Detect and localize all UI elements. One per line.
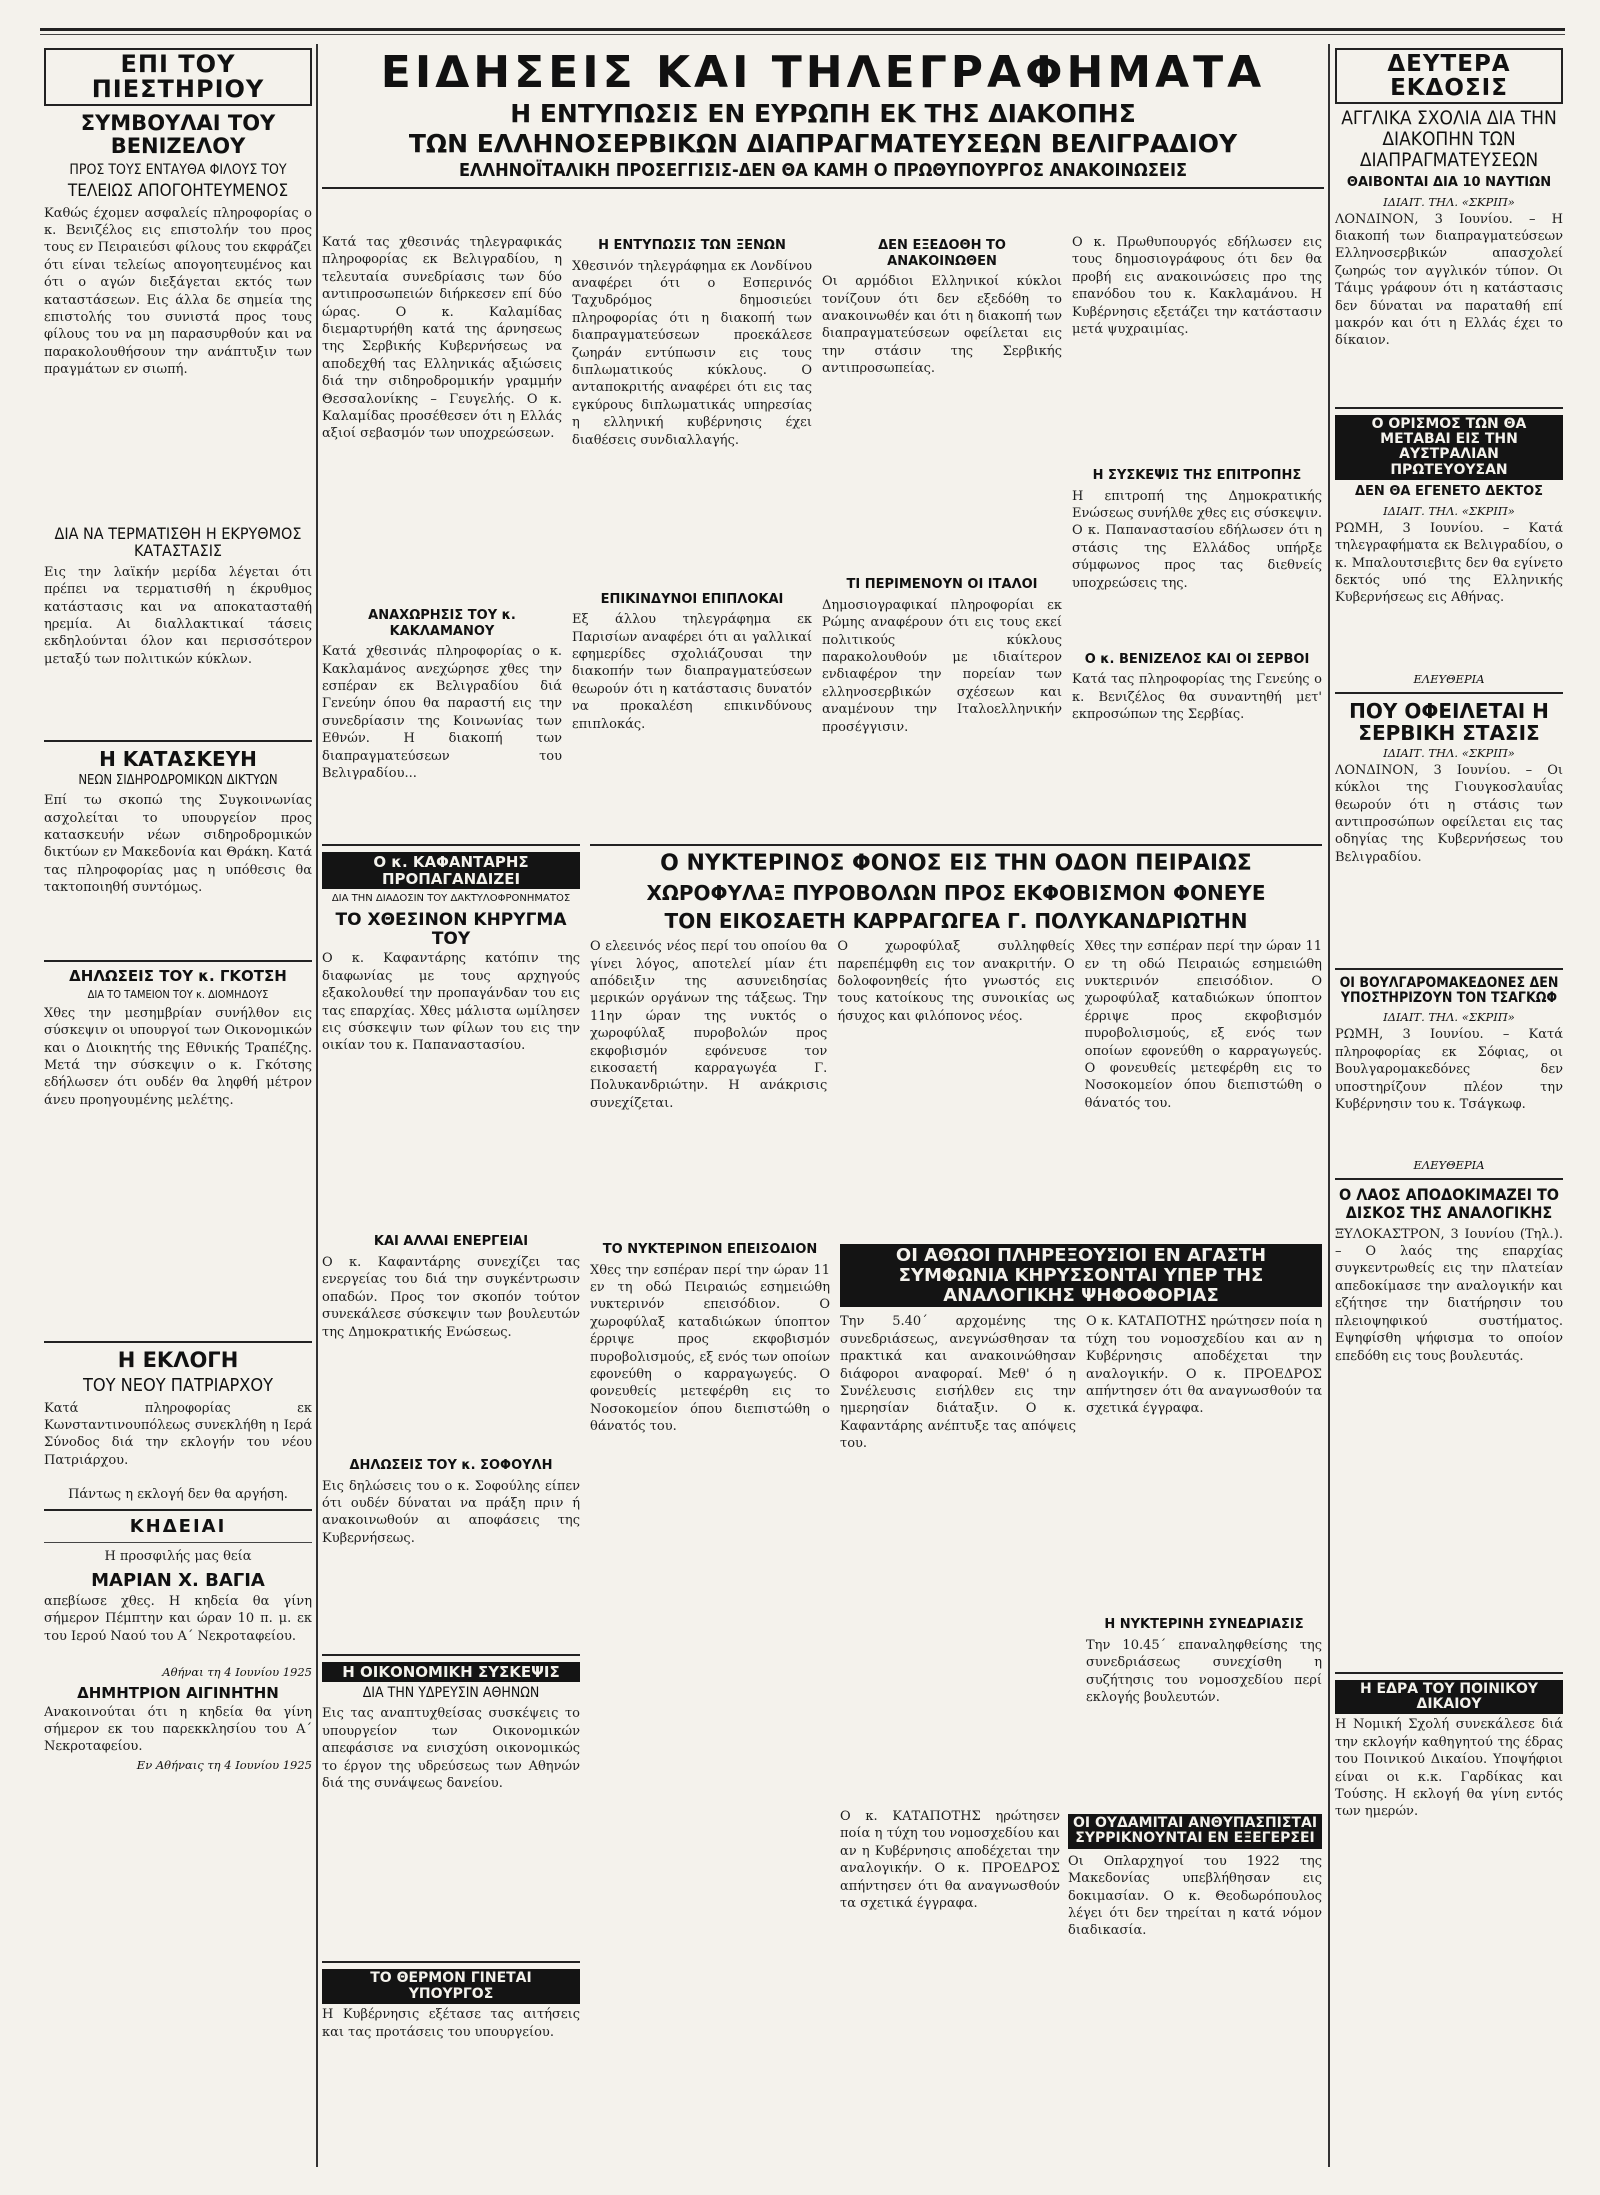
article-body: ΡΩΜΗ, 3 Ιουνίου. – Κατά πληροφορίας εκ Σόφιας, οι Βουλγαρομακεδόνες δεν υποστηρίζουν πλέον την Κυβέρνησιν του κ. Τσάγκωφ. [1335,1027,1563,1113]
parliament-continued [840,1808,1060,2165]
subheadline: Η ΝΥΚΤΕΡΙΝΗ ΣΥΝΕΔΡΙΑΣΙΣ [1104,1617,1304,1633]
subheadline: ΑΝΑΧΩΡΗΣΙΣ ΤΟΥ κ. ΚΑΚΛΑΜΑΝΟΥ [368,608,516,639]
lead-column-1 [322,234,562,828]
headline: Η ΚΑΤΑΣΚΕΥΗ [99,746,257,771]
article-body: ΞΥΛΟΚΑΣΤΡΟΝ, 3 Ιουνίου (Τηλ.). – Ο λαός της επαρχίας συγκεντρωθείς εις την πλατείαν απεδοκίμασε την αναλογικήν και εζήτησε την διατήρησιν του πλειοψηφικού συστήματος. Εψηφίσθη ψήφισμα το οποίον επεδόθη εις τους βουλευτάς. [1335,1226,1563,1364]
subheadline: ΚΑΙ ΑΛΛΑΙ ΕΝΕΡΓΕΙΑΙ [373,1234,529,1250]
main-column [322,48,1324,2165]
headline: ΑΓΓΛΙΚΑ ΣΧΟΛΙΑ ΔΙΑ ΤΗΝ ΔΙΑΚΟΠΗΝ ΤΩΝ ΔΙΑΠΡΑΓΜΑΤΕΥΣΕΩΝ [1341,107,1557,172]
article-body: Εις την λαϊκήν μερίδα λέγεται ότι πρέπει να τερματισθή η έκρυθμος κατάστασις και να αποκατασταθή ηρεμία. Αι διαλλακτικαί τάσεις εκδηλούνται όλον και περισσότερον μεταξύ των πολιτικών κύκλων. [44,564,312,667]
subheadline: ΔΙΑ ΤΟ ΤΑΜΕΙΟΝ ΤΟΥ κ. ΔΙΟΜΗΔΟΥΣ [87,987,269,1001]
top-rule [40,28,1565,31]
obituary-intro: Η προσφιλής μας θεία [104,1548,252,1564]
lead-headline: ΤΩΝ ΕΛΛΗΝΟΣΕΡΒΙΚΩΝ ΔΙΑΠΡΑΓΜΑΤΕΥΣΕΩΝ ΒΕΛΙΓΡΑΔΙΟΥ [408,128,1238,158]
parliament-story [840,1238,1322,1798]
section-rule [44,1341,312,1343]
article-body: Οι αρμόδιοι Ελληνικοί κύκλοι τονίζουν ότι δεν εξεδόθη το ανακοινωθέν και ότι η διακοπή των διαπραγματεύσεων οφείλεται εις την στάσιν της Σερβικής αντιπροσωπείας. [822,274,1062,377]
lead-column-2 [572,234,812,828]
article-body: ΡΩΜΗ, 3 Ιουνίου. – Κατά τηλεγραφήματα εκ Βελιγραδίου, ο κ. Μπαλουτσιεβιτς δεν θα εγίνετο δεκτός υπό της Ελληνικής Κυβερνήσεως εις Αθήνας. [1335,520,1563,606]
subheadline: ΔΕΝ ΘΑ ΕΓΕΝΕΤΟ ΔΕΚΤΟΣ [1354,484,1544,500]
article-body: Επί τω σκοπώ της Συγκοινωνίας ασχολείται το υπουργείον προς κατασκευήν νέων σιδηροδρομικών δικτύων εν Μακεδονία και Θράκη. Κατά τας πληροφορίας μας η υπόθεσις θα τακτοποιηθή συντόμως. [44,793,312,896]
subheadline: ΝΕΩΝ ΣΙΔΗΡΟΔΡΟΜΙΚΩΝ ΔΙΚΤΥΩΝ [78,772,278,788]
headline: Η ΕΚΛΟΓΗ [117,1347,239,1372]
headline: ΟΙ ΒΟΥΛΓΑΡΟΜΑΚΕΔΟΝΕΣ ΔΕΝ ΥΠΟΣΤΗΡΙΖΟΥΝ ΤΟΝ ΤΣΑΓΚΩΦ [1339,974,1559,1007]
top-rule-thin [40,34,1565,35]
subheadline: ΠΡΟΣ ΤΟΥΣ ΕΝΤΑΥΘΑ ΦΙΛΟΥΣ ΤΟΥ [69,161,287,178]
column-divider [316,44,318,2167]
left-column [44,48,312,2165]
subheadline: ΤΟΥ ΝΕΟΥ ΠΑΤΡΙΑΡΧΟΥ [82,1374,274,1396]
article-body: Την 10.45΄ επαναληφθείσης της συνεδριάσεως συνεχίσθη η συζήτησις του νομοσχεδίου περί εκλογής βουλευτών. [1086,1637,1322,1706]
article-body: ΛΟΝΔΙΝΟΝ, 3 Ιουνίου. – Οι κύκλοι της Γιουγκοσλαυΐας θεωρούν ότι η στάσις των αντιπροσώπων οφείλεται εις τας οδηγίας της Κυβερνήσεως του Βελιγραδίου. [1335,762,1563,865]
subheadline: ΘΑΙΒΟΝΤΑΙ ΔΙΑ 10 ΝΑΥΤΙΩΝ [1346,174,1552,190]
subheadline: Ο κ. ΒΕΝΙΖΕΛΟΣ ΚΑΙ ΟΙ ΣΕΡΒΟΙ [1084,651,1310,667]
right-column [1335,48,1563,2165]
section-rule [322,1654,580,1656]
subheadline: ΔΙΑ ΤΗΝ ΔΙΑΔΟΣΙΝ ΤΟΥ ΔΑΚΤΥΛΟΦΡΟΝΗΜΑΤΟΣ [331,893,571,904]
article-body: Ο κ. ΚΑΤΑΠΟΤΗΣ ηρώτησεν ποία η τύχη του νομοσχεδίου και αν η Κυβέρνησις αποδέχεται την αναλογικήν. Ο κ. ΠΡΟΕΔΡΟΣ απήντησεν ότι θα αναγνωσθούν τα σχετικά έγγραφα. [840,1809,1060,1912]
article-body: Χθες την εσπέραν περί την ώραν 11 εν τη οδώ Πειραιώς εσημειώθη νυκτερινόν επεισόδιον. Ο χωροφύλαξ καταδιώκων ύποπτον έρριψε προς εκφοβισμόν πυροβολισμούς, εξ ενός των οποίων εφονεύθη ο καρραγωγεύς. Ο φονευθείς μετεφέρθη εις το Νοσοκομείον όπου διεπιστώθη ο θάνατός του. [590,1262,830,1435]
subheadline: ΤΟ ΝΥΚΤΕΡΙΝΟΝ ΕΠΕΙΣΟΔΙΟΝ [602,1242,818,1257]
section-rule [322,187,1324,189]
officers-story [1068,1808,1322,2165]
headline: ΔΙΑ ΝΑ ΤΕΡΜΑΤΙΣΘΗ Η ΕΚΡΥΘΜΟΣ ΚΑΤΑΣΤΑΣΙΣ [54,523,302,561]
headline: ΟΙ ΟΥΔΑΜΙΤΑΙ ΑΝΘΥΠΑΣΠΙΣΤΑΙ ΣΥΡΡΙΚΝΟΥΝΤΑΙ ΕΝ ΕΞΕΓΕΡΣΕΙ [1068,1814,1322,1849]
subheadline: ΤΟΝ ΕΙΚΟΣΑΕΤΗ ΚΑΡΡΑΓΩΓΕΑ Γ. ΠΟΛΥΚΑΝΔΡΙΩΤΗΝ [664,909,1248,934]
subheadline: Η ΣΥΣΚΕΨΙΣ ΤΗΣ ΕΠΙΤΡΟΠΗΣ [1092,468,1302,483]
obituaries-title: ΚΗΔΕΙΑΙ [129,1516,227,1538]
wire-source: ΙΔΙΑΙΤ. ΤΗΛ. «ΣΚΡΙΠ» [1383,1010,1515,1025]
murder-story [590,838,1322,1238]
section-rule [44,740,312,742]
article-body: Ο κ. Καφαντάρης κατόπιν της διαφωνίας με τους αρχηγούς εξακολουθεί την προπαγάνδαν του εις τας επαρχίας. Χθες μάλιστα ωμίλησεν εις σύσκεψιν των φίλων του εις την οικίαν του κ. Παπαναστασίου. [322,951,580,1054]
headline: ΣΥΜΒΟΥΛΑΙ ΤΟΥ ΒΕΝΙΖΕΛΟΥ [80,111,276,159]
article-body: Κατά πληροφορίας εκ Κωνσταντινουπόλεως συνεκλήθη η Ιερά Σύνοδος διά την εκλογήν του νέου Πατριάρχου. [44,1400,312,1468]
section-rule [1335,692,1563,694]
article-body: Ο κ. Πρωθυπουργός εδήλωσεν εις τους δημοσιογράφους ότι δεν θα προβή εις ανακοινώσεις προ της επανόδου του κ. Κακλαμάνου. Η Κυβέρνησις εξετάζει την κατάστασιν μετά ψυχραιμίας. [1072,235,1322,338]
section-rule [322,844,580,846]
masthead: ΕΙΔΗΣΕΙΣ ΚΑΙ ΤΗΛΕΓΡΑΦΗΜΑΤΑ [380,48,1266,98]
wire-source: ΙΔΙΑΙΤ. ΤΗΛ. «ΣΚΡΙΠ» [1383,745,1515,760]
subheadline: ΔΕΝ ΕΞΕΔΟΘΗ ΤΟ ΑΝΑΚΟΙΝΩΘΕΝ [878,238,1006,269]
article-body: Χθες την μεσημβρίαν συνήλθον εις σύσκεψιν οι υπουργοί των Οικονομικών και ο Διοικητής της Εθνικής Τραπέζης. Μετά την σύσκεψιν ο κ. Γκότσης εδήλωσεν ότι ουδέν θα ληφθή μέτρον άνευ προηγουμένης μελέτης. [44,1005,312,1108]
section-rule [44,1542,312,1543]
obituary-name: ΜΑΡΙΑΝ Χ. ΒΑΓΙΑ [91,1570,265,1592]
section-rule [322,1961,580,1963]
article-body: Ο χωροφύλαξ συλληφθείς παρεπέμφθη εις τον ανακριτήν. Ο δολοφονηθείς ήτο γνωστός εις τους κατοίκους της συνοικίας ως ήσυχος και φιλόπονος νέος. [837,939,1075,1024]
section-rule [1335,1178,1563,1180]
headline: Η ΕΔΡΑ ΤΟΥ ΠΟΙΝΙΚΟΥ ΔΙΚΑΙΟΥ [1335,1680,1563,1715]
article-body: Εις τας αναπτυχθείσας συσκέψεις το υπουργείον των Οικονομικών απεφάσισε να ενισχύση οικονομικώς το έργον της υδρεύσεως των Αθηνών διά της συνάψεως δανείου. [322,1706,580,1792]
incident-column [590,1238,830,2165]
section-rule [1335,1672,1563,1674]
subheadline: ΔΗΛΩΣΕΙΣ ΤΟΥ κ. ΣΟΦΟΥΛΗ [349,1457,553,1473]
article-body: Ο κ. ΚΑΤΑΠΟΤΗΣ ηρώτησεν ποία η τύχη του νομοσχεδίου και αν η Κυβέρνησις αποδέχεται την αναλογικήν. Ο κ. ΠΡΟΕΔΡΟΣ απήντησεν ότι θα αναγνωσθούν τα σχετικά έγγραφα. [1086,1314,1322,1417]
column-divider [1328,44,1330,2167]
lead-column-3 [822,234,1062,828]
subheadline: ΤΟ ΧΘΕΣΙΝΟΝ ΚΗΡΥΓΜΑ ΤΟΥ [335,910,567,949]
article-body: Χθες την εσπέραν περί την ώραν 11 εν τη οδώ Πειραιώς εσημειώθη νυκτερινόν επεισόδιον. Ο χωροφύλαξ καταδιώκων ύποπτον έρριψε προς εκφοβισμόν πυροβολισμούς, εξ ενός των οποίων εφονεύθη ο καρραγωγεύς. Ο φονευθείς μετεφέρθη εις το Νοσοκομείον όπου διεπιστώθη ο θάνατός του. [1084,939,1322,1111]
lead-column-4 [1072,234,1322,828]
headline: ΠΟΥ ΟΦΕΙΛΕΤΑΙ Η ΣΕΡΒΙΚΗ ΣΤΑΣΙΣ [1349,698,1549,745]
headline: Ο ΛΑΟΣ ΑΠΟΔΟΚΙΜΑΖΕΙ ΤΟ ΔΙΣΚΟΣ ΤΗΣ ΑΝΑΛΟΓΙΚΗΣ [1338,1185,1560,1223]
lower-left-column [322,838,580,2165]
column-title: ΕΠΙ ΤΟΥ ΠΙΕΣΤΗΡΙΟΥ [44,48,312,106]
headline: ΔΗΛΩΣΕΙΣ ΤΟΥ κ. ΓΚΟΤΣΗ [69,967,287,986]
headline: Η ΟΙΚΟΝΟΜΙΚΗ ΣΥΣΚΕΨΙΣ [322,1662,580,1683]
article-body: Κατά τας χθεσινάς τηλεγραφικάς πληροφορίας εκ Βελιγραδίου, η τελευταία συνεδρίασις των δύο αντιπροσωπειών διήρκεσεν επί δύο ώρας. Ο κ. Καλαμίδας διεμαρτυρήθη κατά της άρνησεως της Σερβικής Κυβερνήσεως να αποδεχθή τας Ελληνικάς αξιώσεις διά την σιδηροδρομικήν γραμμήν Θεσσαλονίκης – Γευγελής. Ο κ. Καλαμίδας προσέθεσεν ότι η Ελλάς αξιοί σεβασμόν των υποχρεώσεων. [322,235,562,442]
subheadline: ΧΩΡΟΦΥΛΑΞ ΠΥΡΟΒΟΛΩΝ ΠΡΟΣ ΕΚΦΟΒΙΣΜΟΝ ΦΟΝΕΥΕ [646,881,1266,906]
lead-subheadline: ΕΛΛΗΝΟΪΤΑΛΙΚΗ ΠΡΟΣΕΓΓΙΣΙΣ-ΔΕΝ ΘΑ ΚΑΜΗ Ο ΠΡΩΘΥΠΟΥΡΓΟΣ ΑΝΑΚΟΙΝΩΣΕΙΣ [458,160,1188,182]
wire-source: ΙΔΙΑΙΤ. ΤΗΛ. «ΣΚΡΙΠ» [1383,503,1515,518]
headline: Ο ΝΥΚΤΕΡΙΝΟΣ ΦΟΝΟΣ ΕΙΣ ΤΗΝ ΟΔΟΝ ΠΕΙΡΑΙΩΣ [660,851,1252,876]
headline: Ο ΟΡΙΣΜΟΣ ΤΩΝ ΘΑ ΜΕΤΑΒΑΙ ΕΙΣ ΤΗΝ ΑΥΣΤΡΑΛΙΑΝ ΠΡΩΤΕΥΟΥΣΑΝ [1335,415,1563,481]
source-tag: ΕΛΕΥΘΕΡΙΑ [1413,671,1485,686]
section-rule [44,1509,312,1511]
section-rule [1335,407,1563,409]
article-body: Κατά τας πληροφορίας της Γενεύης ο κ. Βενιζέλος θα συναντηθή μετ' εκπροσώπων της Σερβίας. [1072,672,1322,722]
source-tag: ΕΛΕΥΘΕΡΙΑ [1413,1158,1485,1173]
subheadline: ΤΙ ΠΕΡΙΜΕΝΟΥΝ ΟΙ ΙΤΑΛΟΙ [846,577,1038,593]
subheadline: ΔΙΑ ΤΗΝ ΥΔΡΕΥΣΙΝ ΑΘΗΝΩΝ [362,1685,540,1702]
article-body: Οι Οπλαρχηγοί του 1922 της Μακεδονίας υπεβλήθησαν εις δοκιμασίαν. Ο κ. Θεοδωρόπουλος λέγει ότι δεν τηρείται η κατά νόμον διαδικασία. [1068,1853,1322,1939]
article-body: Δημοσιογραφικαί πληροφορίαι εκ Ρώμης αναφέρουν ότι εις τους εκεί πολιτικούς κύκλους παρακολουθούν με ιδιαίτερον ενδιαφέρον την πορείαν των ελληνοσερβικών σχέσεων και αναμένουν την Ιταλοελληνικήν προσέγγισιν. [822,597,1062,735]
headline: ΟΙ ΑΘΩΟΙ ΠΛΗΡΕΞΟΥΣΙΟΙ ΕΝ ΑΓΑΣΤΗ ΣΥΜΦΩΝΙΑ ΚΗΡΥΣΣΟΝΤΑΙ ΥΠΕΡ ΤΗΣ ΑΝΑΛΟΓΙΚΗΣ ΨΗΦΟΦΟΡΙΑΣ [840,1244,1322,1307]
article-body: Η επιτροπή της Δημοκρατικής Ενώσεως συνήλθε χθες εις σύσκεψιν. Ο κ. Παπαναστασίου εδήλωσεν ότι η στάσις της Ελλάδος υπήρξε σύμφωνος προς τας διεθνείς υποχρεώσεις της. [1072,488,1322,591]
article-body: Χθεσινόν τηλεγράφημα εκ Λονδίνου αναφέρει ότι ο Εσπερινός Ταχυδρόμος δημοσιεύει πληροφορίας ότι η διακοπή των διαπραγματεύσεων προεκάλεσε ζωηράν εντύπωσιν εις τους διπλωματικούς κύκλους. Ο ανταποκριτής αναφέρει ότι εις τας εγκύρους διπλωματικάς υπηρεσίας η ελληνική κυβέρνησις έχει διαθέσεις συνδιαλλαγής. [572,258,812,448]
section-rule [590,844,1322,846]
subheadline: ΕΠΙΚΙΝΔΥΝΟΙ ΕΠΙΠΛΟΚΑΙ [600,591,784,607]
article-body: Η Νομική Σχολή συνεκάλεσε διά την εκλογήν καθηγητού της έδρας του Ποινικού Δικαίου. Υποψήφιοι είναι οι κ.κ. Γαρδίκας και Τούσης. Η εκλογή θα γίνη εντός των ημερών. [1335,1717,1563,1820]
section-rule [1335,968,1563,970]
obituary-date: Αθήναι τη 4 Ιουνίου 1925 [162,1665,312,1680]
obituary-name: ΔΗΜΗΤΡΙΟΝ ΑΙΓΙΝΗΤΗΝ [77,1684,279,1703]
article-body: Ο ελεεινός νέος περί του οποίου θα γίνει λόγος, αποτελεί μίαν έτι απόδειξιν της ασυνειδησίας μερικών οργάνων της τάξεως. Την 11ην ώραν της νυκτός ο χωροφύλαξ πυροβολών προς εκφοβισμόν εφόνευσε τον εικοσαετή καρραγωγέα Γ. Πολυκανδριώτην. Η ανάκρισις συνεχίζεται. [590,939,828,1111]
article-body: Εξ άλλου τηλεγράφημα εκ Παρισίων αναφέρει ότι αι γαλλικαί εφημερίδες σχολιάζουσαι την διακοπήν των διαπραγματεύσεων θεωρούν ότι η κατάστασις δυνατόν να προκαλέση επικινδύνους επιπλοκάς. [572,612,812,732]
headline: ΤΟ ΘΕΡΜΟΝ ΓΙΝΕΤΑΙ ΥΠΟΥΡΓΟΣ [322,1969,580,2004]
headline: Ο κ. ΚΑΦΑΝΤΑΡΗΣ ΠΡΟΠΑΓΑΝΔΙΖΕΙ [322,852,580,889]
article-body: ΛΟΝΔΙΝΟΝ, 3 Ιουνίου. – Η διακοπή των διαπραγματεύσεων Ελληνοσερβικών απασχολεί ζωηρώς τον αγγλικόν τύπον. Οι Τάιμς γράφουν ότι η κατάστασις δεν δύναται να παραταθή επί μακρόν και ότι η Ελλάς έχει το δίκαιον. [1335,211,1563,349]
article-body: Η Κυβέρνησις εξέτασε τας αιτήσεις και τας προτάσεις του υπουργείου. [322,2007,580,2040]
obituary-date: Εν Αθήναις τη 4 Ιουνίου 1925 [136,1757,312,1772]
obituary-body: απεβίωσε χθες. Η κηδεία θα γίνη σήμερον Πέμπτην και ώραν 10 π. μ. εκ του Ιερού Ναού του Α΄ Νεκροταφείου. [44,1594,312,1644]
article-body: Εις δηλώσεις του ο κ. Σοφούλης είπεν ότι ουδέν δύναται να πράξη πριν ή ανακοινωθούν αι αποφάσεις της Κυβερνήσεως. [322,1478,580,1546]
article-body: Ο κ. Καφαντάρης συνεχίζει τας ενεργείας του διά την συγκέντρωσιν οπαδών. Προς τον σκοπόν τούτον συνεκάλεσε σύσκεψιν των βουλευτών της Δημοκρατικής Ενώσεως. [322,1254,580,1340]
article-body: Κατά χθεσινάς πληροφορίας ο κ. Κακλαμάνος ανεχώρησε χθες την εσπέραν εκ Βελιγραδίου διά Γενεύην όπου θα παραστή εις την συνεδρίασιν της Κοινωνίας των Εθνών. Η διακοπή των διαπραγματεύσεων του Βελιγραδίου... [322,644,562,782]
article-closing: Πάντως η εκλογή δεν θα αργήση. [68,1486,288,1502]
obituary-body: Ανακοινούται ότι η κηδεία θα γίνη σήμερον εκ του παρεκκλησίου του Α΄ Νεκροταφείου. [44,1704,312,1755]
section-rule [44,960,312,962]
lead-headline: Η ΕΝΤΥΠΩΣΙΣ ΕΝ ΕΥΡΩΠΗ ΕΚ ΤΗΣ ΔΙΑΚΟΠΗΣ [510,99,1136,129]
column-title: ΔΕΥΤΕΡΑ ΕΚΔΟΣΙΣ [1335,48,1563,104]
subheadline: Η ΕΝΤΥΠΩΣΙΣ ΤΩΝ ΞΕΝΩΝ [598,238,786,253]
wire-source: ΙΔΙΑΙΤ. ΤΗΛ. «ΣΚΡΙΠ» [1383,194,1515,209]
subheadline: ΤΕΛΕΙΩΣ ΑΠΟΓΟΗΤΕΥΜΕΝΟΣ [67,180,289,201]
article-body: Την 5.40΄ αρχομένης της συνεδριάσεως, ανεγνώσθησαν τα πρακτικά και ανακοινώθησαν διάφοροι αναφοραί. Μεθ' ό η Συνέλευσις εισήλθεν εις την ημερησίαν διάταξιν. Ο κ. Καφαντάρης ανέπτυξε τας απόψεις του. [840,1314,1076,1452]
article-body: Καθώς έχομεν ασφαλείς πληροφορίας ο κ. Βενιζέλος εις επιστολήν του προς τους εν Πειραιεύσι φίλους του εκφράζει ότι είναι τελείως απογοητευμένος και ότι ο αγών διεξάγεται εκτός των καταστάσεων. Εις άλλα δε σημεία της επιστολής του συνιστά προς τους φίλους του να μη παρασυρθούν και να παρακολουθήσουν την ανάπτυξιν των πραγμάτων εν σιωπή. [44,205,312,378]
